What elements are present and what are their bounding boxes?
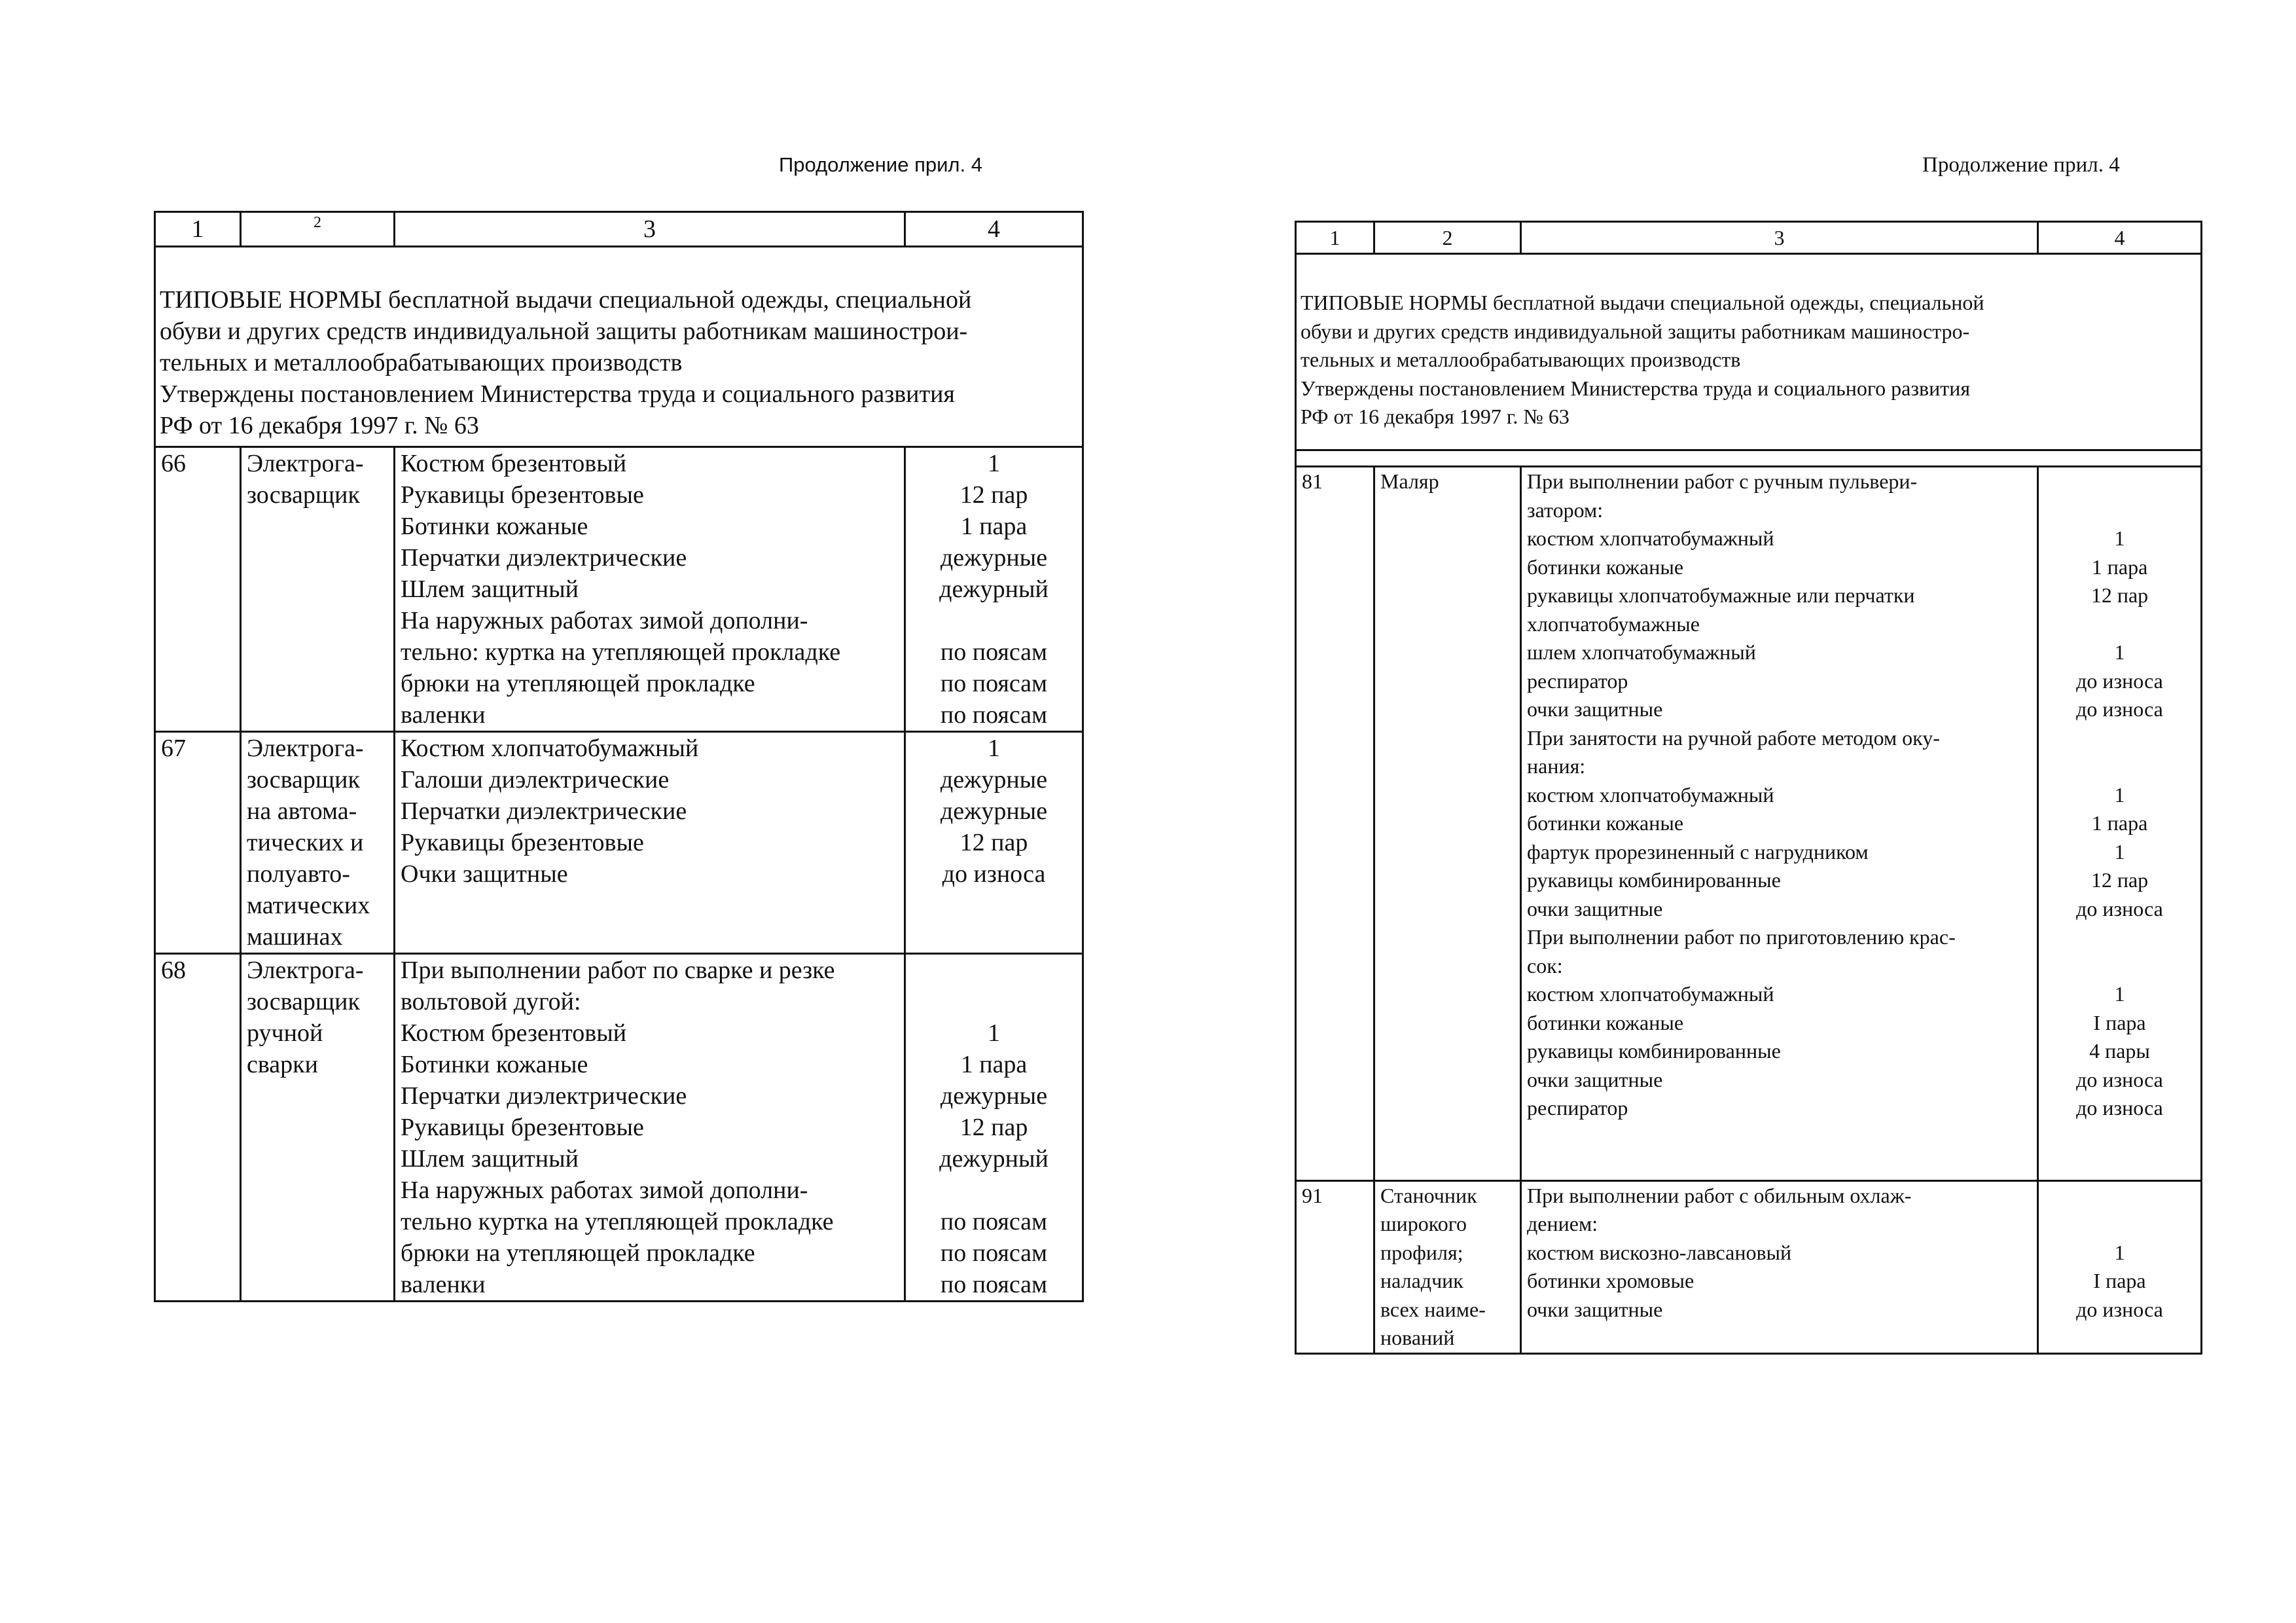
items-cell-line: костюм хлопчатобумажный	[1527, 782, 1774, 807]
items-cell-line: Рукавицы брезентовые	[401, 829, 644, 856]
items-cell-line: ботинки кожаные	[1527, 811, 1684, 835]
items-cell-line: нания:	[1527, 754, 1586, 778]
norms-cell-line: дежурные	[940, 1082, 1048, 1110]
items-cell	[1521, 1180, 2038, 1353]
norms-cell-line: 1	[2114, 982, 2125, 1006]
norms-cell-line: 1	[2114, 640, 2125, 664]
title-row	[155, 247, 1083, 447]
profession-cell-line: машинах	[247, 923, 343, 951]
items-cell	[395, 954, 905, 1302]
norms-table-left	[154, 211, 1084, 1302]
norms-cell-line: 1 пара	[960, 1051, 1028, 1078]
norms-cell-line: дежурные	[940, 544, 1048, 572]
norms-cell-line: 1 пара	[2091, 811, 2148, 835]
norms-cell-line: дежурный	[939, 1145, 1049, 1173]
norms-cell-line: до износа	[2076, 1096, 2163, 1120]
items-cell	[395, 447, 905, 732]
profession-cell-line: матических	[247, 892, 370, 919]
profession-cell-line: зосварщик	[247, 988, 360, 1015]
header-row	[155, 212, 1083, 247]
norms-cell-line: до износа	[942, 860, 1046, 888]
norms-cell	[905, 732, 1083, 954]
norms-cell-line: 1	[2114, 526, 2125, 550]
title-line: тельных и металлообрабатывающих производств	[1300, 348, 1741, 371]
items-cell-line: рукавицы хлопчатобумажные или перчатки	[1527, 583, 1915, 607]
norms-cell-line: до износа	[2076, 1297, 2163, 1321]
norms-cell	[905, 954, 1083, 1302]
header-col-2: 2	[241, 212, 395, 247]
title-line: обуви и других средств индивидуальной защиты работникам машиностро-	[1300, 319, 1970, 343]
title-line: тельных и металлообрабатывающих производств	[160, 349, 683, 376]
norm-row	[155, 732, 1083, 954]
items-cell-line: костюм хлопчатобумажный	[1527, 982, 1774, 1006]
title-line: Утверждены постановлением Министерства труда и социального развития	[160, 380, 955, 408]
items-cell-line: очки защитные	[1527, 697, 1663, 721]
norms-title	[1296, 254, 2202, 450]
items-cell-line: валенки	[401, 701, 486, 729]
norms-cell-line: 12 пар	[960, 1114, 1028, 1141]
row-number: 81	[1302, 469, 1323, 493]
items-cell-line: респиратор	[1527, 1096, 1628, 1120]
profession-cell-line: на автома-	[247, 797, 357, 825]
norms-cell-line: I пара	[2093, 1010, 2146, 1034]
items-cell-line: ботинки кожаные	[1527, 1010, 1684, 1034]
profession-cell-line: профиля;	[1380, 1240, 1463, 1264]
items-cell-line: Костюм брезентовый	[401, 1019, 627, 1047]
profession-cell	[241, 732, 395, 954]
items-cell-line: респиратор	[1527, 668, 1628, 693]
norms-table-right	[1295, 221, 2202, 1355]
norm-row	[155, 447, 1083, 732]
header-col-1: 1	[155, 212, 241, 247]
header-col-2: 2	[1374, 222, 1521, 254]
items-cell-line: Перчатки диэлектрические	[401, 797, 687, 825]
row-number-cell	[155, 447, 241, 732]
profession-cell-line: сварки	[247, 1051, 318, 1078]
items-cell-line: тельно: куртка на утепляющей прокладке	[401, 638, 841, 666]
items-cell-line: Перчатки диэлектрические	[401, 1082, 687, 1110]
norms-cell	[905, 447, 1083, 732]
items-cell-line: рукавицы комбинированные	[1527, 1039, 1781, 1063]
norms-cell-line: дежурные	[940, 797, 1048, 825]
profession-cell-line: Маляр	[1380, 469, 1439, 493]
items-cell-line: брюки на утепляющей прокладке	[401, 1239, 755, 1267]
items-cell-line: костюм хлопчатобумажный	[1527, 526, 1774, 550]
title-line: обуви и других средств индивидуальной защиты работникам машинострои-	[160, 318, 968, 345]
items-cell-line: шлем хлопчатобумажный	[1527, 640, 1756, 664]
norms-cell	[2038, 467, 2202, 1181]
items-cell-line: валенки	[401, 1271, 486, 1298]
header-col-1: 1	[1296, 222, 1374, 254]
title-line: РФ от 16 декабря 1997 г. № 63	[1300, 405, 1570, 428]
items-cell-line: При выполнении работ с ручным пульвери-	[1527, 469, 1918, 493]
items-cell-line: Очки защитные	[401, 860, 568, 888]
norms-cell-line: до износа	[2076, 1067, 2163, 1091]
profession-cell-line: широкого	[1380, 1212, 1467, 1235]
title-line: Утверждены постановлением Министерства труда и социального развития	[1300, 376, 1971, 400]
items-cell-line: Рукавицы брезентовые	[401, 1114, 644, 1141]
norms-cell-line: 1	[2114, 839, 2125, 864]
norms-cell-line: по поясам	[940, 638, 1048, 666]
norms-cell-line: по поясам	[940, 1239, 1048, 1267]
items-cell-line: При выполнении работ по приготовлению крас-	[1527, 925, 1956, 949]
row-number: 67	[161, 735, 186, 762]
norms-cell-line: по поясам	[940, 1208, 1048, 1235]
row-number-cell	[1296, 467, 1374, 1181]
items-cell-line: Галоши диэлектрические	[401, 766, 670, 793]
norms-cell-line: по поясам	[940, 701, 1048, 729]
items-cell-line: затором:	[1527, 498, 1604, 522]
row-number: 66	[161, 450, 186, 477]
items-cell	[395, 732, 905, 954]
profession-cell	[1374, 467, 1521, 1181]
items-cell-line: Костюм брезентовый	[401, 450, 627, 477]
row-number: 68	[161, 957, 186, 984]
profession-cell-line: полуавто-	[247, 860, 350, 888]
profession-cell-line: Электрога-	[247, 735, 364, 762]
profession-cell-line: Электрога-	[247, 450, 364, 477]
items-cell-line: брюки на утепляющей прокладке	[401, 670, 755, 697]
profession-cell-line: Станочник	[1380, 1183, 1477, 1207]
items-cell-line: рукавицы комбинированные	[1527, 868, 1781, 892]
title-line: ТИПОВЫЕ НОРМЫ бесплатной выдачи специальной одежды, специальной	[160, 286, 972, 314]
header-col-4: 4	[2038, 222, 2202, 254]
profession-cell-line: зосварщик	[247, 766, 360, 793]
row-number-cell	[155, 954, 241, 1302]
norms-cell-line: 1 пара	[2091, 555, 2148, 579]
norms-cell-line: по поясам	[940, 1271, 1048, 1298]
norms-cell-line: 12 пар	[2090, 583, 2149, 607]
norms-cell-line: 1	[988, 1019, 1000, 1047]
norms-cell-line: 1	[2114, 1240, 2125, 1264]
items-cell-line: При выполнении работ по сварке и резке	[401, 957, 835, 984]
items-cell-line: тельно куртка на утепляющей прокладке	[401, 1208, 834, 1235]
profession-cell-line: нований	[1380, 1326, 1455, 1349]
row-number-cell	[155, 732, 241, 954]
title-line: ТИПОВЫЕ НОРМЫ бесплатной выдачи специальной одежды, специальной	[1300, 291, 1984, 314]
items-cell-line: дением:	[1527, 1212, 1598, 1235]
row-number-cell	[1296, 1180, 1374, 1353]
norms-cell-line: 12 пар	[960, 481, 1028, 509]
items-cell-line: На наружных работах зимой дополни-	[401, 1176, 808, 1204]
profession-cell-line: тических и	[247, 829, 364, 856]
norm-row	[1296, 1180, 2202, 1353]
norms-cell-line: дежурный	[939, 575, 1049, 603]
profession-cell	[241, 954, 395, 1302]
items-cell-line: очки защитные	[1527, 896, 1663, 921]
norms-title	[155, 247, 1083, 447]
norms-cell-line: 1	[2114, 782, 2125, 807]
norms-cell-line: I пара	[2093, 1269, 2146, 1292]
items-cell-line: очки защитные	[1527, 1297, 1663, 1321]
items-cell-line: хлопчатобумажные	[1527, 611, 1700, 636]
norms-cell-line: по поясам	[940, 670, 1048, 697]
items-cell-line: сок:	[1527, 953, 1563, 977]
profession-cell-line: ручной	[247, 1019, 323, 1047]
items-cell-line: Перчатки диэлектрические	[401, 544, 687, 572]
profession-cell	[1374, 1180, 1521, 1353]
items-cell-line: При занятости на ручной работе методом оку-	[1527, 725, 1940, 750]
items-cell-line: При выполнении работ с обильным охлаж-	[1527, 1183, 1912, 1207]
items-cell-line: На наружных работах зимой дополни-	[401, 607, 808, 634]
norms-cell	[2038, 1180, 2202, 1353]
header-col-3: 3	[1521, 222, 2038, 254]
profession-cell-line: зосварщик	[247, 481, 360, 509]
header-col-3: 3	[395, 212, 905, 247]
norms-cell-line: 4 пары	[2089, 1039, 2150, 1063]
profession-cell-line: Электрога-	[247, 957, 364, 984]
norms-cell-line: до износа	[2076, 668, 2163, 693]
items-cell-line: Шлем защитный	[401, 575, 579, 603]
header-col-4: 4	[905, 212, 1083, 247]
items-cell-line: Шлем защитный	[401, 1145, 579, 1173]
items-cell-line: Ботинки кожаные	[401, 1051, 588, 1078]
continuation-label-left: Продолжение прил. 4	[779, 153, 982, 176]
norms-cell-line: до износа	[2076, 697, 2163, 721]
items-cell-line: ботинки кожаные	[1527, 555, 1684, 579]
items-cell-line: Костюм хлопчатобумажный	[401, 735, 699, 762]
items-cell-line: очки защитные	[1527, 1067, 1663, 1091]
norm-row	[1296, 467, 2202, 1181]
spacer-row	[1296, 450, 2202, 467]
header-row	[1296, 222, 2202, 254]
title-row	[1296, 254, 2202, 450]
norm-row	[155, 954, 1083, 1302]
profession-cell-line: всех наиме-	[1380, 1297, 1486, 1321]
norms-cell-line: 1	[988, 450, 1000, 477]
profession-cell-line: наладчик	[1380, 1269, 1463, 1292]
norms-cell-line: 12 пар	[960, 829, 1028, 856]
norms-cell-line: 1	[988, 735, 1000, 762]
profession-cell	[241, 447, 395, 732]
norms-cell-line: 1 пара	[960, 513, 1028, 540]
norms-cell-line: 12 пар	[2090, 868, 2149, 892]
continuation-label-right: Продолжение прил. 4	[1922, 153, 2120, 177]
title-line: РФ от 16 декабря 1997 г. № 63	[160, 412, 479, 439]
items-cell-line: фартук прорезиненный с нагрудником	[1527, 839, 1869, 864]
row-number: 91	[1302, 1183, 1323, 1207]
spacer-cell	[1296, 450, 2202, 467]
items-cell	[1521, 467, 2038, 1181]
items-cell-line: Рукавицы брезентовые	[401, 481, 644, 509]
norms-cell-line: до износа	[2076, 896, 2163, 921]
items-cell-line: ботинки хромовые	[1527, 1269, 1695, 1292]
items-cell-line: Ботинки кожаные	[401, 513, 588, 540]
items-cell-line: костюм вискозно-лавсановый	[1527, 1240, 1792, 1264]
norms-cell-line: дежурные	[940, 766, 1048, 793]
items-cell-line: вольтовой дугой:	[401, 988, 581, 1015]
